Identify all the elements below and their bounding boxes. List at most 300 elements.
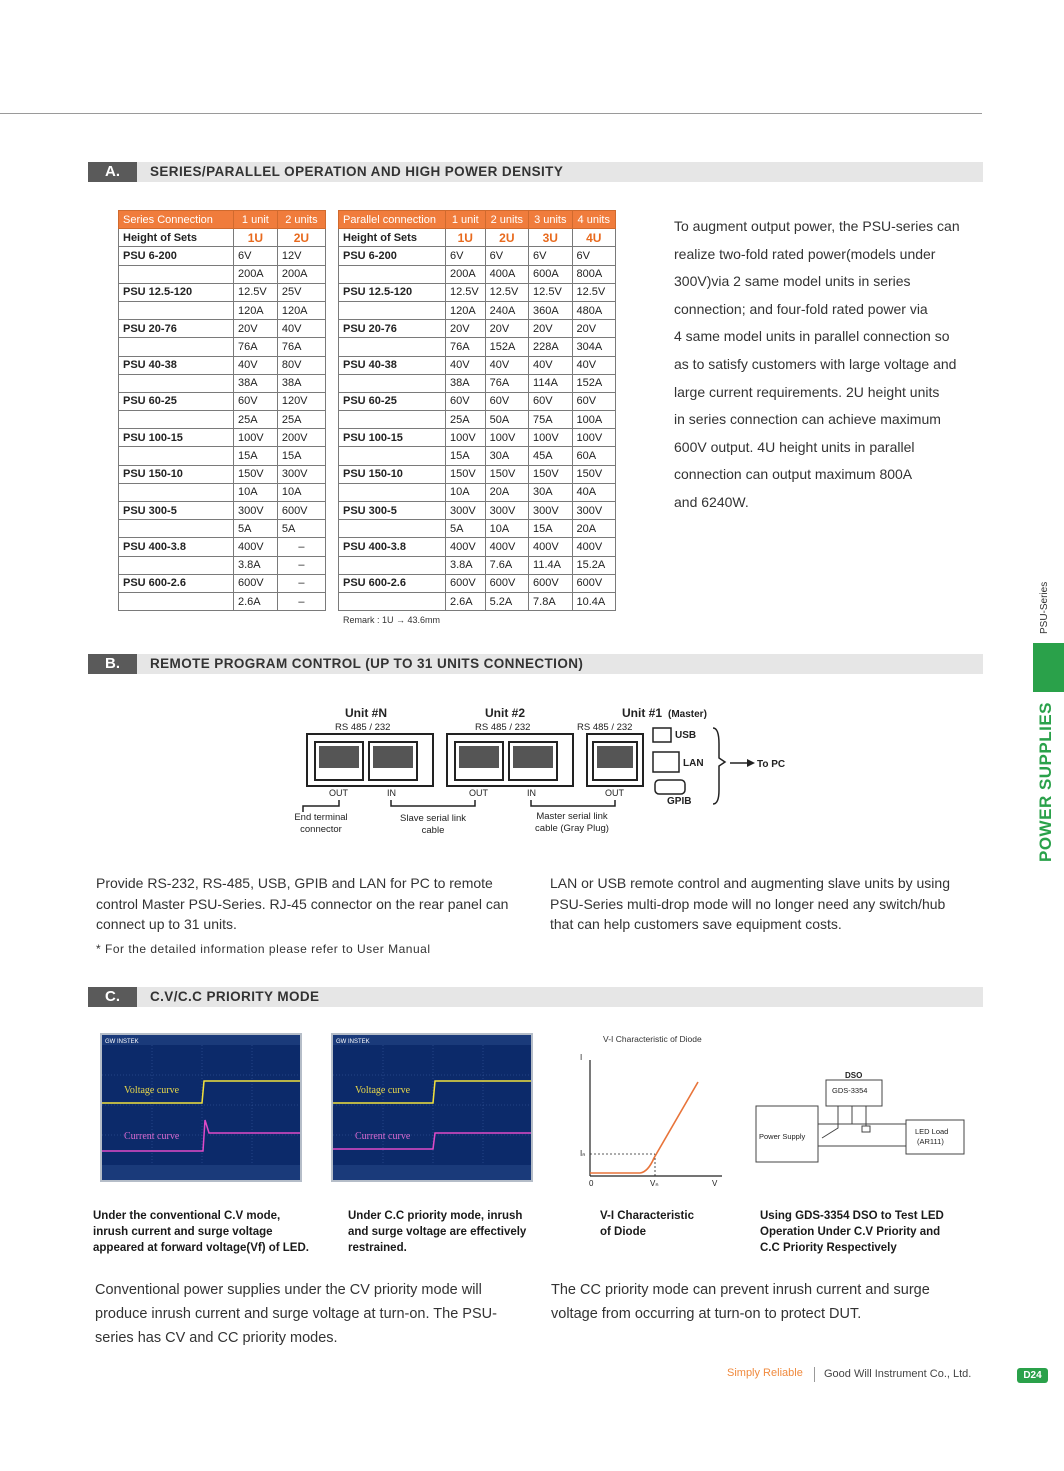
caption-line: C.C Priority Respectively [760, 1242, 897, 1254]
model-cell [339, 520, 446, 538]
lan-label: LAN [683, 758, 704, 769]
page-number-badge: D24 [1017, 1368, 1048, 1383]
value-cell: 6V [485, 247, 528, 265]
value-cell: 152A [572, 374, 616, 392]
value-cell: 2.6A [233, 592, 277, 610]
model-cell: PSU 6-200 [339, 247, 446, 265]
header-cell: Series Connection [119, 211, 234, 229]
value-cell: – [277, 592, 325, 610]
text-line: connection can output maximum 800A [674, 466, 913, 483]
remote-connection-diagram [285, 700, 795, 845]
value-cell: 75A [529, 411, 572, 429]
model-cell: PSU 400-3.8 [339, 538, 446, 556]
value-cell: 150V [233, 465, 277, 483]
value-cell: 200A [277, 265, 325, 283]
table-row [119, 465, 326, 483]
model-cell [339, 338, 446, 356]
text-line: in series connection can achieve maximum [674, 411, 941, 428]
model-cell [119, 338, 234, 356]
model-cell: PSU 300-5 [339, 502, 446, 520]
caption-dso-test [760, 1208, 944, 1256]
value-cell: 15A [445, 447, 485, 465]
model-cell [119, 592, 234, 610]
model-cell: PSU 40-38 [119, 356, 234, 374]
value-cell: 20A [485, 483, 528, 501]
model-cell [339, 483, 446, 501]
value-cell: 600V [572, 574, 616, 592]
section-b-header [88, 654, 983, 674]
value-cell: 100V [529, 429, 572, 447]
value-cell: 10A [277, 483, 325, 501]
table-row [119, 429, 326, 447]
height-cell: 1U [445, 229, 485, 247]
value-cell: 6V [572, 247, 616, 265]
diode-vi-chart [570, 1030, 730, 1190]
current-curve-label: Current curve [124, 1131, 180, 1142]
value-cell: 400V [572, 538, 616, 556]
table-row [119, 356, 326, 374]
diode-chart-title: V-I Characteristic of Diode [603, 1034, 702, 1044]
caption-line: appeared at forward voltage(Vf) of LED. [93, 1242, 309, 1254]
value-cell: 114A [529, 374, 572, 392]
caption-cv-mode [93, 1208, 309, 1256]
voltage-curve-label: Voltage curve [124, 1085, 180, 1096]
value-cell: 40V [572, 356, 616, 374]
series-connection-table [118, 210, 326, 611]
value-cell: – [277, 556, 325, 574]
model-cell: PSU 60-25 [119, 392, 234, 410]
table-row [339, 429, 616, 447]
origin-label: 0 [589, 1179, 594, 1188]
value-cell: 12V [277, 247, 325, 265]
text-line: produce inrush current and surge voltage at turn-on. The PSU- [95, 1306, 497, 1322]
value-cell: 76A [233, 338, 277, 356]
table-row [339, 338, 616, 356]
caption-cc-mode [348, 1208, 526, 1256]
value-cell: 15A [529, 520, 572, 538]
model-cell [119, 556, 234, 574]
value-cell: 38A [277, 374, 325, 392]
value-cell: 5A [445, 520, 485, 538]
dso-label: DSO [845, 1071, 863, 1080]
section-a-letter: A. [88, 162, 137, 182]
section-b-right-text [550, 873, 950, 935]
value-cell: 25A [445, 411, 485, 429]
section-c-letter: C. [88, 987, 137, 1007]
x-axis-label: V [712, 1179, 718, 1188]
side-series-label: PSU-Series [1039, 581, 1050, 634]
value-cell: 60A [572, 447, 616, 465]
header-cell: 2 units [485, 211, 528, 229]
model-cell [339, 592, 446, 610]
scope-screenshot-cv [100, 1033, 302, 1182]
table-row [119, 592, 326, 610]
unit-n-rs: RS 485 / 232 [335, 722, 391, 733]
value-cell: 600V [445, 574, 485, 592]
value-cell: 150V [572, 465, 616, 483]
value-cell: 40V [485, 356, 528, 374]
value-cell: 120A [445, 301, 485, 319]
table-row [339, 374, 616, 392]
master-link-1: Master serial link [536, 811, 608, 822]
value-cell: 10A [485, 520, 528, 538]
value-cell: 7.8A [529, 592, 572, 610]
value-cell: 12.5V [485, 283, 528, 301]
table-row [339, 502, 616, 520]
diode-curve [590, 1082, 698, 1173]
value-cell: 200V [277, 429, 325, 447]
model-cell: PSU 600-2.6 [119, 574, 234, 592]
header-cell: Parallel connection [339, 211, 446, 229]
value-cell: 25A [233, 411, 277, 429]
model-cell: PSU 150-10 [339, 465, 446, 483]
end-terminal-1: End terminal [294, 812, 348, 823]
value-cell: 600V [277, 502, 325, 520]
model-cell: PSU 40-38 [339, 356, 446, 374]
value-cell: 60V [572, 392, 616, 410]
top-rule [0, 113, 982, 114]
text-line: realize two-fold rated power(models under [674, 245, 936, 262]
table-row [339, 556, 616, 574]
table-row [339, 265, 616, 283]
table-row [339, 283, 616, 301]
table-row [339, 392, 616, 410]
value-cell: 100V [445, 429, 485, 447]
value-cell: 10.4A [572, 592, 616, 610]
text-line: as to satisfy customers with large voltage and [674, 356, 957, 372]
model-cell [119, 301, 234, 319]
height-cell: 4U [572, 229, 616, 247]
value-cell: 120A [277, 301, 325, 319]
header-cell: 3 units [529, 211, 572, 229]
value-cell: 30A [485, 447, 528, 465]
value-cell: 6V [445, 247, 485, 265]
section-c-right-text [551, 1278, 930, 1326]
model-cell: PSU 12.5-120 [339, 283, 446, 301]
section-c-header [88, 987, 983, 1007]
footer-separator [814, 1367, 815, 1382]
header-cell: 2 units [277, 211, 325, 229]
unit-n-label: Unit #N [345, 706, 387, 720]
header-cell: 1 unit [445, 211, 485, 229]
value-cell: 20V [233, 320, 277, 338]
unit-2-ports [447, 734, 573, 786]
model-cell [339, 447, 446, 465]
table-row [339, 465, 616, 483]
section-b-left-text [96, 873, 508, 935]
text-line: connect up to 31 units. [96, 916, 237, 932]
text-line: Conventional power supplies under the CV priority mode will [95, 1282, 482, 1298]
value-cell: 5A [277, 520, 325, 538]
unit-2-out: OUT [469, 788, 488, 798]
table-row [119, 411, 326, 429]
slave-link-2: cable [421, 825, 445, 836]
value-cell: 40A [572, 483, 616, 501]
table-row [339, 320, 616, 338]
caption-line: of Diode [600, 1226, 646, 1238]
table-row [119, 502, 326, 520]
value-cell: 120V [277, 392, 325, 410]
master-link-2: cable (Gray Plug) [535, 823, 609, 834]
scope-brand: GW INSTEK [105, 1039, 139, 1045]
height-cell: Height of Sets [119, 229, 234, 247]
model-cell [119, 447, 234, 465]
value-cell: 3.8A [233, 556, 277, 574]
text-line: 300V)via 2 same model units in series [674, 273, 911, 290]
value-cell: 40V [233, 356, 277, 374]
value-cell: 12.5V [445, 283, 485, 301]
text-line: large current requirements. 2U height units [674, 383, 940, 400]
height-row [339, 229, 616, 247]
value-cell: 60V [529, 392, 572, 410]
height-cell: 3U [529, 229, 572, 247]
model-cell [339, 556, 446, 574]
table-row [119, 338, 326, 356]
section-c-title: C.V/C.C PRIORITY MODE [150, 989, 320, 1004]
model-cell: PSU 20-76 [339, 320, 446, 338]
value-cell: 20V [485, 320, 528, 338]
value-cell: 300V [572, 502, 616, 520]
value-cell: 12.5V [233, 283, 277, 301]
value-cell: 12.5V [529, 283, 572, 301]
vf-label: Vₙ [650, 1179, 659, 1188]
y-axis-label: I [580, 1053, 583, 1062]
value-cell: 400V [445, 538, 485, 556]
table-row [119, 538, 326, 556]
height-cell: 2U [485, 229, 528, 247]
table-row [339, 356, 616, 374]
caption-diode [600, 1208, 694, 1240]
model-cell: PSU 100-15 [119, 429, 234, 447]
text-line: voltage from occurring at turn-on to protect DUT. [551, 1306, 862, 1322]
current-curve-label: Current curve [355, 1131, 411, 1142]
unit-2-in: IN [527, 788, 536, 798]
caption-line: inrush current and surge voltage [93, 1226, 273, 1238]
caption-line: Under C.C priority mode, inrush [348, 1210, 523, 1222]
value-cell: 20A [572, 520, 616, 538]
table-header-row [119, 211, 326, 229]
table-row [339, 447, 616, 465]
model-cell: PSU 300-5 [119, 502, 234, 520]
model-cell: PSU 60-25 [339, 392, 446, 410]
value-cell: 300V [233, 502, 277, 520]
value-cell: 600V [529, 574, 572, 592]
value-cell: 400V [233, 538, 277, 556]
value-cell: 3.8A [445, 556, 485, 574]
footer-brand: Simply Reliable [727, 1367, 803, 1379]
model-cell [119, 374, 234, 392]
unit-n-ports [307, 734, 433, 786]
value-cell: 300V [529, 502, 572, 520]
value-cell: 228A [529, 338, 572, 356]
value-cell: 6V [529, 247, 572, 265]
parallel-connection-table [338, 210, 616, 611]
table-row [339, 483, 616, 501]
value-cell: 240A [485, 301, 528, 319]
value-cell: 200A [445, 265, 485, 283]
value-cell: 304A [572, 338, 616, 356]
unit-n-in: IN [387, 788, 396, 798]
text-line: LAN or USB remote control and augmenting slave units by using [550, 875, 950, 891]
table-row [119, 447, 326, 465]
value-cell: 45A [529, 447, 572, 465]
value-cell: 20V [572, 320, 616, 338]
value-cell: 100A [572, 411, 616, 429]
unit-2-label: Unit #2 [485, 706, 526, 720]
header-cell: 4 units [572, 211, 616, 229]
table-row [339, 247, 616, 265]
text-line: and 6240W. [674, 494, 749, 510]
value-cell: 400V [485, 538, 528, 556]
unit-2-rs: RS 485 / 232 [475, 722, 531, 733]
table-row [339, 538, 616, 556]
value-cell: 150V [529, 465, 572, 483]
model-cell [119, 265, 234, 283]
model-cell [339, 411, 446, 429]
model-cell [119, 520, 234, 538]
power-supply-label: Power Supply [759, 1132, 806, 1141]
unit-1-label: Unit #1 [622, 706, 663, 720]
value-cell: 38A [445, 374, 485, 392]
table-row [339, 520, 616, 538]
value-cell: 600V [485, 574, 528, 592]
caption-line: and surge voltage are effectively [348, 1226, 527, 1238]
table-row [119, 374, 326, 392]
value-cell: 30A [529, 483, 572, 501]
unit-1-out: OUT [605, 788, 624, 798]
side-green-tab [1033, 643, 1064, 692]
led-load-label: LED Load [915, 1127, 949, 1136]
footer-company: Good Will Instrument Co., Ltd. [824, 1368, 972, 1380]
model-cell [119, 411, 234, 429]
value-cell: 10A [233, 483, 277, 501]
table-row [339, 592, 616, 610]
height-cell: 1U [233, 229, 277, 247]
value-cell: – [277, 538, 325, 556]
table-header-row [339, 211, 616, 229]
text-line: The CC priority mode can prevent inrush current and surge [551, 1282, 930, 1298]
text-line: series has CV and CC priority modes. [95, 1330, 338, 1346]
value-cell: 76A [445, 338, 485, 356]
model-cell: PSU 100-15 [339, 429, 446, 447]
table-remark: Remark : 1U → 43.6mm [343, 615, 441, 625]
caption-line: Operation Under C.V Priority and [760, 1226, 941, 1238]
gpib-label: GPIB [667, 796, 692, 807]
model-cell: PSU 600-2.6 [339, 574, 446, 592]
voltage-curve-label: Voltage curve [355, 1085, 411, 1096]
led-load-model: (AR111) [917, 1137, 944, 1146]
value-cell: 50A [485, 411, 528, 429]
caption-line: V-I Characteristic [600, 1210, 694, 1222]
text-line: 4 same model units in parallel connection so [674, 328, 950, 345]
value-cell: 25V [277, 283, 325, 301]
master-label: (Master) [668, 709, 707, 720]
table-row [339, 301, 616, 319]
value-cell: 100V [485, 429, 528, 447]
value-cell: 60V [445, 392, 485, 410]
value-cell: 600V [233, 574, 277, 592]
value-cell: 15A [233, 447, 277, 465]
model-cell [339, 301, 446, 319]
if-label: Iₙ [580, 1149, 586, 1158]
dso-model-label: GDS-3354 [832, 1086, 868, 1095]
value-cell: 11.4A [529, 556, 572, 574]
to-pc-label: To PC [757, 759, 786, 770]
slave-link-1: Slave serial link [400, 813, 466, 824]
text-line: that can help customers save equipment costs. [550, 916, 842, 932]
model-cell: PSU 6-200 [119, 247, 234, 265]
text-line: 600V output. 4U height units in parallel [674, 438, 915, 455]
text-line: PSU-Series multi-drop mode will no longer need any switch/hub [550, 895, 946, 912]
value-cell: 360A [529, 301, 572, 319]
value-cell: 150V [445, 465, 485, 483]
value-cell: 60V [233, 392, 277, 410]
value-cell: 10A [445, 483, 485, 501]
section-b-letter: B. [88, 654, 137, 674]
caption-line: Using GDS-3354 DSO to Test LED [760, 1210, 944, 1222]
value-cell: 150V [485, 465, 528, 483]
section-b-note: * For the detailed information please refer to User Manual [96, 942, 431, 956]
value-cell: 200A [233, 265, 277, 283]
caption-line: restrained. [348, 1242, 407, 1254]
table-row [119, 283, 326, 301]
usb-label: USB [675, 730, 697, 741]
end-terminal-2: connector [300, 824, 342, 835]
model-cell [119, 483, 234, 501]
text-line: Provide RS-232, RS-485, USB, GPIB and LAN for PC to remote [96, 875, 493, 891]
model-cell: PSU 20-76 [119, 320, 234, 338]
value-cell: 120A [233, 301, 277, 319]
height-cell: 2U [277, 229, 325, 247]
table-row [119, 301, 326, 319]
scope-brand: GW INSTEK [336, 1039, 370, 1045]
model-cell: PSU 12.5-120 [119, 283, 234, 301]
value-cell: 20V [445, 320, 485, 338]
value-cell: 2.6A [445, 592, 485, 610]
value-cell: 600A [529, 265, 572, 283]
value-cell: 400V [529, 538, 572, 556]
value-cell: 12.5V [572, 283, 616, 301]
value-cell: 300V [485, 502, 528, 520]
unit-n-out: OUT [329, 788, 348, 798]
value-cell: – [277, 574, 325, 592]
value-cell: 76A [277, 338, 325, 356]
table-row [339, 574, 616, 592]
value-cell: 15A [277, 447, 325, 465]
value-cell: 152A [485, 338, 528, 356]
value-cell: 480A [572, 301, 616, 319]
table-row [119, 574, 326, 592]
value-cell: 100V [233, 429, 277, 447]
model-cell: PSU 150-10 [119, 465, 234, 483]
value-cell: 800A [572, 265, 616, 283]
section-b-title: REMOTE PROGRAM CONTROL (UP TO 31 UNITS CONNECTION) [150, 656, 584, 671]
value-cell: 20V [529, 320, 572, 338]
value-cell: 300V [277, 465, 325, 483]
value-cell: 400A [485, 265, 528, 283]
section-a-title: SERIES/PARALLEL OPERATION AND HIGH POWER DENSITY [150, 164, 564, 179]
value-cell: 5A [233, 520, 277, 538]
table-row [119, 483, 326, 501]
value-cell: 6V [233, 247, 277, 265]
height-cell: Height of Sets [339, 229, 446, 247]
table-row [119, 265, 326, 283]
value-cell: 7.6A [485, 556, 528, 574]
table-row [119, 392, 326, 410]
section-a-header [88, 162, 983, 182]
text-line: To augment output power, the PSU-series can [674, 218, 960, 234]
table-row [339, 411, 616, 429]
